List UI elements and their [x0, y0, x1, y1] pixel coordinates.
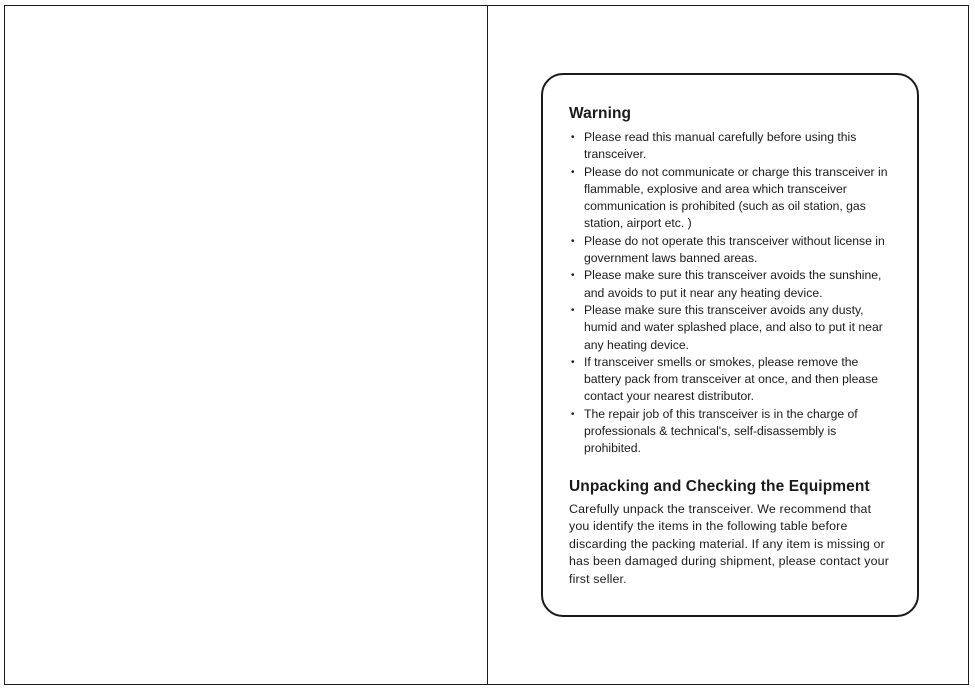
warning-item: [569, 302, 891, 354]
warning-item: [569, 233, 891, 268]
warning-list: [569, 129, 891, 458]
warning-title: Warning: [569, 105, 632, 122]
bullet-marker: •: [571, 356, 575, 368]
right-page: [488, 6, 968, 684]
bullet-marker: •: [571, 304, 575, 316]
warning-panel: [541, 73, 919, 617]
warning-item-text: Please read this manual carefully before using this transceiver.: [584, 130, 857, 162]
warning-item-text: Please make sure this transceiver avoids the sunshine, and avoids to put it near any heating device.: [584, 268, 882, 300]
bullet-marker: •: [571, 235, 575, 247]
warning-item-text: Please do not communicate or charge this transceiver in flammable, explosive and area which transceiver communication is prohibited (such as oil station, gas station, airport etc. ): [584, 164, 888, 231]
warning-item-text: Please make sure this transceiver avoids any dusty, humid and water splashed place, and also to put it near any heating device.: [584, 302, 883, 352]
warning-item: [569, 354, 891, 406]
manual-spread: [4, 5, 969, 685]
unpacking-title: Unpacking and Checking the Equipment: [569, 477, 870, 495]
warning-item: [569, 164, 891, 233]
warning-item-text: The repair job of this transceiver is in the charge of professionals & technical's, self-disassembly is prohibited.: [584, 406, 858, 456]
warning-item: [569, 129, 891, 164]
bullet-marker: •: [571, 132, 575, 143]
warning-item: [569, 267, 891, 302]
unpacking-paragraph: Carefully unpack the transceiver. We recommend that you identify the items in the following table before discarding the packing material. If any item is missing or has been damaged during shipment, please contact your first seller.: [569, 501, 889, 586]
warning-item-text: Please do not operate this transceiver without license in government laws banned areas.: [584, 233, 885, 266]
bullet-marker: •: [571, 270, 575, 282]
left-page-blank: [5, 6, 488, 684]
warning-item: [569, 406, 891, 458]
bullet-marker: •: [571, 408, 575, 420]
bullet-marker: •: [571, 166, 575, 178]
warning-item-text: If transceiver smells or smokes, please remove the battery pack from transceiver at once, and then please contact your nearest distributor.: [584, 354, 879, 404]
